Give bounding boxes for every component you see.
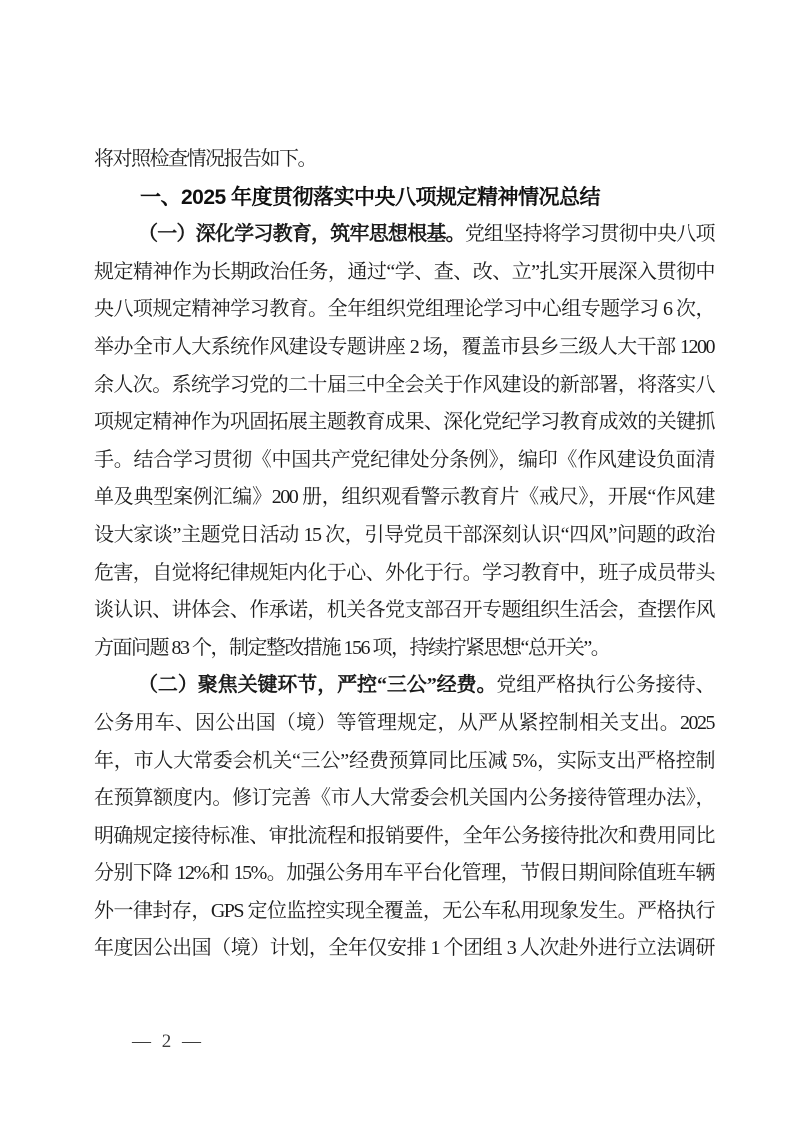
page-number: — 2 — bbox=[132, 1031, 202, 1052]
para-2-lead-rest: 党组严格执行公务接待、 bbox=[496, 674, 715, 697]
document-line: 公务用车、因公出国（境）等管理规定，从严从紧控制相关支出。2025 bbox=[94, 711, 714, 734]
document-line: 设大家谈”主题党日活动 15 次，引导党员干部深刻认识“四风”问题的政治 bbox=[94, 523, 714, 546]
document-line: 谈认识、讲体会、作承诺，机关各党支部召开专题组织生活会，查摆作风 bbox=[94, 599, 714, 622]
para-1-lead-rest: 党组坚持将学习贯彻中央八项 bbox=[464, 223, 715, 246]
document-line: 年，市人大常委会机关“三公”经费预算同比压减 5%，实际支出严格控制 bbox=[94, 749, 714, 772]
document-body bbox=[94, 141, 714, 968]
para-1-first-line bbox=[94, 216, 714, 254]
para-2-lead: （二）聚焦关键环节，严控“三公”经费。 bbox=[138, 674, 497, 697]
document-line: 余人次。系统学习党的二十届三中全会关于作风建设的新部署，将落实八 bbox=[94, 373, 714, 396]
document-line: 举办全市人大系统作风建设专题讲座 2 场，覆盖市县乡三级人大干部 1200 bbox=[94, 335, 714, 358]
document-line: 明确规定接待标准、审批流程和报销要件，全年公务接待批次和费用同比 bbox=[94, 824, 714, 847]
document-line: 手。结合学习贯彻《中国共产党纪律处分条例》，编印《作风建设负面清 bbox=[94, 448, 714, 471]
para-1-lead: （一）深化学习教育，筑牢思想根基。 bbox=[138, 223, 465, 246]
para-1-last-line: 方面问题 83 个，制定整改措施 156 项，持续拧紧思想“总开关”。 bbox=[94, 636, 610, 659]
document-line: 在预算额度内。修订完善《市人大常委会机关国内公务接待管理办法》， bbox=[94, 787, 714, 810]
document-line: 外一律封存，GPS 定位监控实现全覆盖，无公车私用现象发生。严格执行 bbox=[94, 899, 714, 922]
intro-line: 将对照检查情况报告如下。 bbox=[94, 148, 316, 170]
section-heading: 一、2025 年度贯彻落实中央八项规定精神情况总结 bbox=[140, 185, 601, 209]
document-line: 规定精神作为长期政治任务，通过“学、查、改、立”扎实开展深入贯彻中 bbox=[94, 260, 714, 283]
document-line: 分别下降 12%和 15%。加强公务用车平台化管理，节假日期间除值班车辆 bbox=[94, 862, 714, 885]
document-line: 项规定精神作为巩固拓展主题教育成果、深化党纪学习教育成效的关键抓 bbox=[94, 411, 714, 434]
document-line: 单及典型案例汇编》200 册，组织观看警示教育片《戒尺》，开展“作风建 bbox=[94, 486, 714, 509]
para-2-first-line bbox=[94, 667, 714, 705]
document-line: 年度因公出国（境）计划，全年仅安排 1 个团组 3 人次赴外进行立法调研 bbox=[94, 937, 714, 960]
document-line: 危害，自觉将纪律规矩内化于心、外化于行。学习教育中，班子成员带头 bbox=[94, 561, 714, 584]
document-line: 央八项规定精神学习教育。全年组织党组理论学习中心组专题学习 6 次， bbox=[94, 298, 714, 321]
